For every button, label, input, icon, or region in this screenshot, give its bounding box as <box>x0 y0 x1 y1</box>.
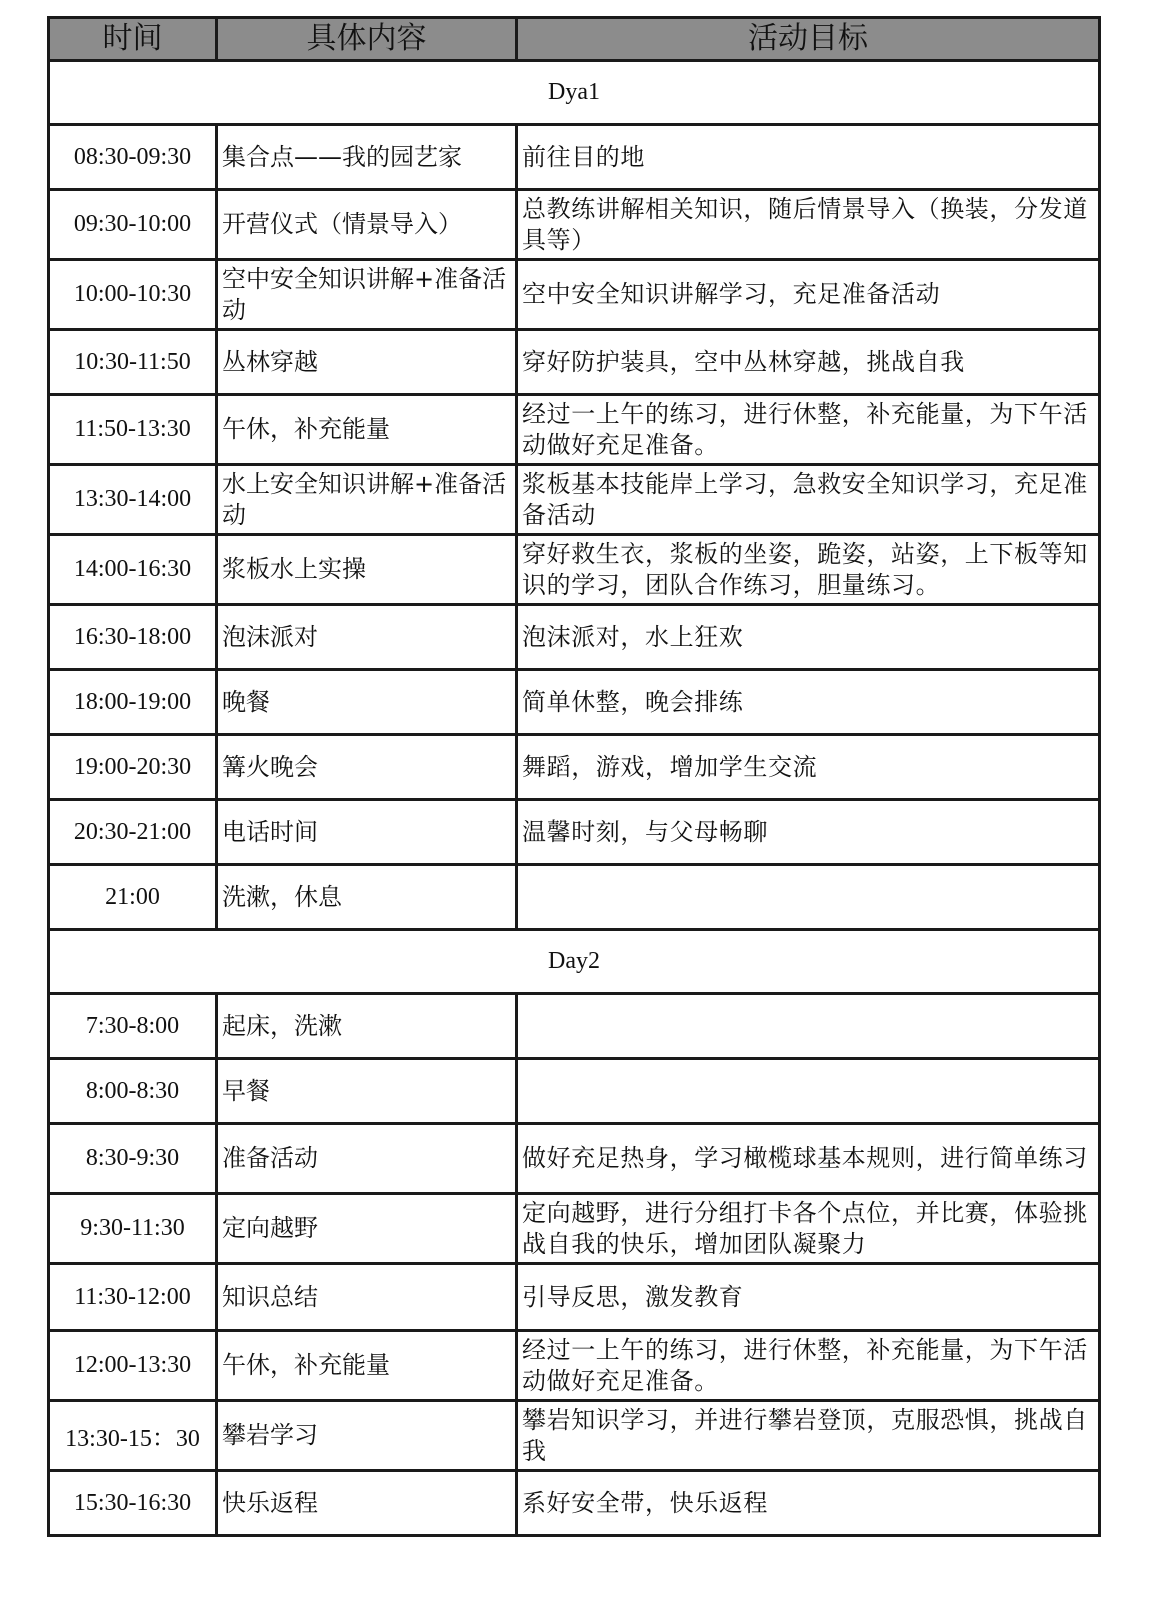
table-row <box>49 670 1100 735</box>
time-cell: 8:30-9:30 <box>49 1124 217 1194</box>
content-cell: 丛林穿越 <box>217 330 517 395</box>
content-cell: 洗漱，休息 <box>217 865 517 930</box>
time-cell: 19:00-20:30 <box>49 735 217 800</box>
goal-cell: 温馨时刻，与父母畅聊 <box>517 800 1100 865</box>
content-cell: 泡沫派对 <box>217 605 517 670</box>
content-cell: 集合点——我的园艺家 <box>217 125 517 190</box>
day-row <box>49 61 1100 125</box>
table-row <box>49 535 1100 605</box>
schedule-table <box>47 16 1101 1537</box>
table-row <box>49 735 1100 800</box>
goal-cell: 做好充足热身，学习橄榄球基本规则，进行简单练习 <box>517 1124 1100 1194</box>
day-row <box>49 930 1100 994</box>
goal-cell: 穿好救生衣，浆板的坐姿，跪姿，站姿，上下板等知识的学习，团队合作练习，胆量练习。 <box>517 535 1100 605</box>
time-cell: 08:30-09:30 <box>49 125 217 190</box>
content-cell: 开营仪式（情景导入） <box>217 190 517 260</box>
goal-cell: 前往目的地 <box>517 125 1100 190</box>
content-cell: 晚餐 <box>217 670 517 735</box>
goal-cell <box>517 1059 1100 1124</box>
content-cell: 午休，补充能量 <box>217 395 517 465</box>
time-cell: 11:50-13:30 <box>49 395 217 465</box>
time-cell: 09:30-10:00 <box>49 190 217 260</box>
time-cell: 14:00-16:30 <box>49 535 217 605</box>
table-row <box>49 1471 1100 1536</box>
goal-cell: 穿好防护装具，空中丛林穿越，挑战自我 <box>517 330 1100 395</box>
header-time: 时间 <box>49 18 217 61</box>
content-cell: 早餐 <box>217 1059 517 1124</box>
table-row <box>49 1264 1100 1331</box>
goal-cell: 总教练讲解相关知识，随后情景导入（换装，分发道具等） <box>517 190 1100 260</box>
time-cell: 9:30-11:30 <box>49 1194 217 1264</box>
time-cell: 16:30-18:00 <box>49 605 217 670</box>
content-cell: 知识总结 <box>217 1264 517 1331</box>
table-row <box>49 865 1100 930</box>
goal-cell <box>517 994 1100 1059</box>
goal-cell: 经过一上午的练习，进行休整，补充能量，为下午活动做好充足准备。 <box>517 395 1100 465</box>
goal-cell: 攀岩知识学习，并进行攀岩登顶，克服恐惧，挑战自我 <box>517 1401 1100 1471</box>
goal-cell: 定向越野，进行分组打卡各个点位，并比赛，体验挑战自我的快乐，增加团队凝聚力 <box>517 1194 1100 1264</box>
table-row <box>49 465 1100 535</box>
time-cell: 8:00-8:30 <box>49 1059 217 1124</box>
goal-cell: 经过一上午的练习，进行休整，补充能量，为下午活动做好充足准备。 <box>517 1331 1100 1401</box>
table-row <box>49 1331 1100 1401</box>
goal-cell <box>517 865 1100 930</box>
day-label: Day2 <box>49 930 1100 994</box>
time-cell: 13:30-15：30 <box>49 1401 217 1471</box>
content-cell: 浆板水上实操 <box>217 535 517 605</box>
time-cell: 10:00-10:30 <box>49 260 217 330</box>
table-row <box>49 260 1100 330</box>
time-cell: 13:30-14:00 <box>49 465 217 535</box>
goal-cell: 舞蹈，游戏，增加学生交流 <box>517 735 1100 800</box>
time-cell: 10:30-11:50 <box>49 330 217 395</box>
header-row <box>49 18 1100 61</box>
table-row <box>49 994 1100 1059</box>
time-cell: 11:30-12:00 <box>49 1264 217 1331</box>
content-cell: 水上安全知识讲解+准备活动 <box>217 465 517 535</box>
table-row <box>49 125 1100 190</box>
content-cell: 起床，洗漱 <box>217 994 517 1059</box>
table-row <box>49 330 1100 395</box>
table-row <box>49 1401 1100 1471</box>
content-cell: 空中安全知识讲解+准备活动 <box>217 260 517 330</box>
goal-cell: 引导反思，激发教育 <box>517 1264 1100 1331</box>
table-row <box>49 1059 1100 1124</box>
time-cell: 7:30-8:00 <box>49 994 217 1059</box>
table-row <box>49 190 1100 260</box>
content-cell: 快乐返程 <box>217 1471 517 1536</box>
time-cell: 18:00-19:00 <box>49 670 217 735</box>
table-row <box>49 800 1100 865</box>
content-cell: 定向越野 <box>217 1194 517 1264</box>
goal-cell: 浆板基本技能岸上学习，急救安全知识学习，充足准备活动 <box>517 465 1100 535</box>
table-row <box>49 1194 1100 1264</box>
content-cell: 攀岩学习 <box>217 1401 517 1471</box>
goal-cell: 泡沫派对，水上狂欢 <box>517 605 1100 670</box>
table-row <box>49 605 1100 670</box>
time-cell: 21:00 <box>49 865 217 930</box>
goal-cell: 简单休整，晚会排练 <box>517 670 1100 735</box>
time-cell: 15:30-16:30 <box>49 1471 217 1536</box>
table-row <box>49 1124 1100 1194</box>
goal-cell: 空中安全知识讲解学习，充足准备活动 <box>517 260 1100 330</box>
content-cell: 电话时间 <box>217 800 517 865</box>
content-cell: 午休，补充能量 <box>217 1331 517 1401</box>
time-cell: 20:30-21:00 <box>49 800 217 865</box>
day-label: Dya1 <box>49 61 1100 125</box>
header-content: 具体内容 <box>217 18 517 61</box>
time-cell: 12:00-13:30 <box>49 1331 217 1401</box>
content-cell: 准备活动 <box>217 1124 517 1194</box>
header-goal: 活动目标 <box>517 18 1100 61</box>
content-cell: 篝火晚会 <box>217 735 517 800</box>
goal-cell: 系好安全带，快乐返程 <box>517 1471 1100 1536</box>
table-row <box>49 395 1100 465</box>
